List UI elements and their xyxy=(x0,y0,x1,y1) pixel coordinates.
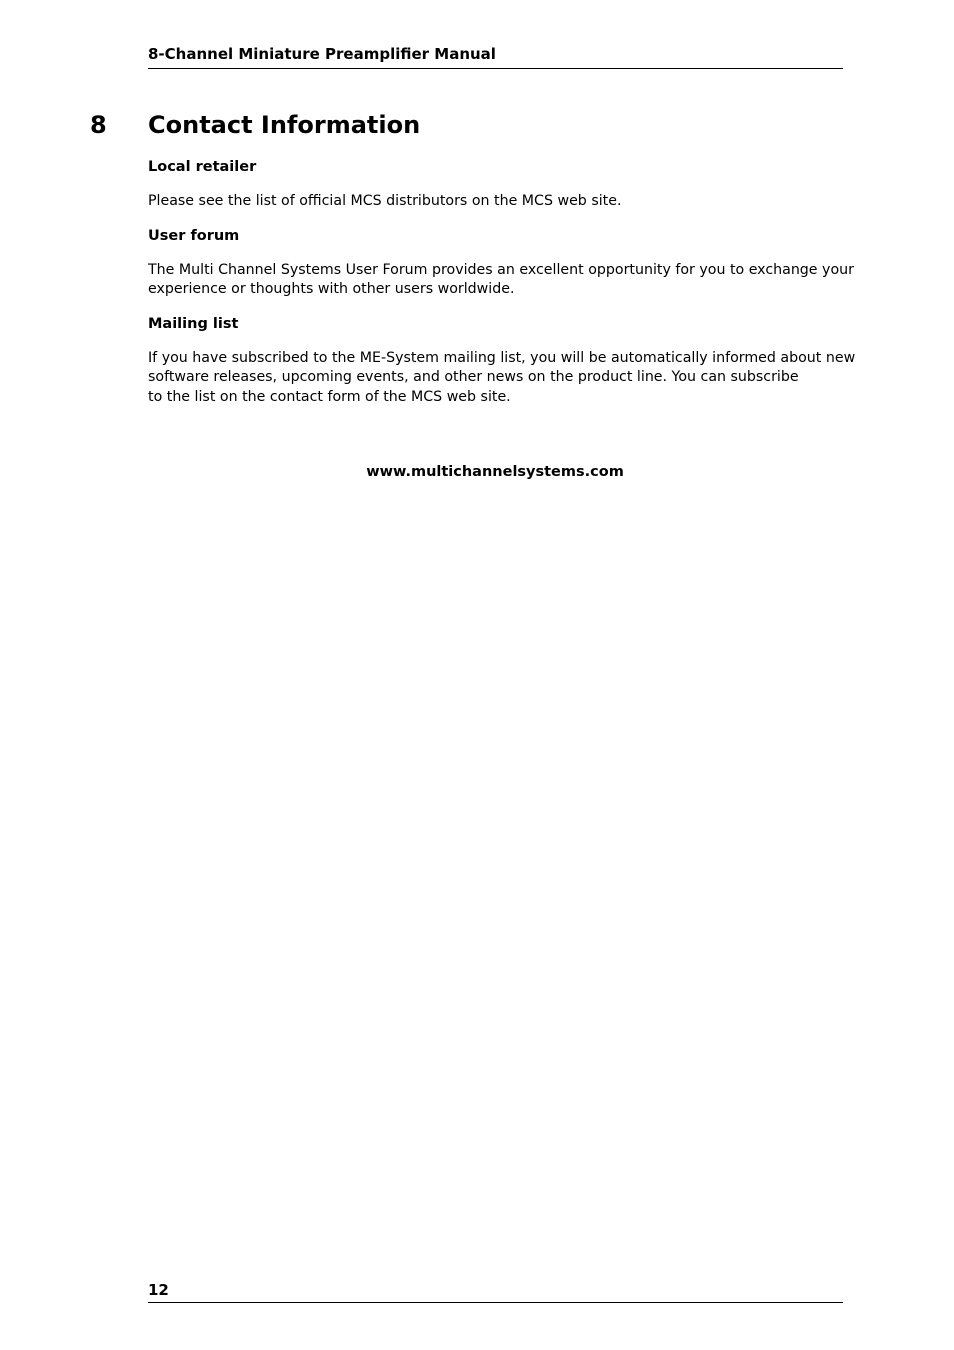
section-heading: Local retailer xyxy=(148,159,257,175)
body-line: to the list on the contact form of the MCS web site. xyxy=(148,388,511,405)
section-user-forum xyxy=(148,226,854,300)
page-number: 12 xyxy=(148,1281,169,1299)
chapter-number: 8 xyxy=(90,111,107,139)
section-body xyxy=(148,192,838,212)
section-local-retailer xyxy=(148,157,838,212)
contact-content xyxy=(148,157,856,421)
chapter-title: Contact Information xyxy=(148,111,421,139)
body-line: software releases, upcoming events, and other news on the product line. You can subscribe xyxy=(148,369,799,385)
section-body xyxy=(148,261,854,300)
page-footer xyxy=(148,1279,843,1303)
section-mailing-list xyxy=(148,314,856,408)
body-line: experience or thoughts with other users worldwide. xyxy=(148,281,515,297)
body-line: If you have subscribed to the ME-System mailing list, you will be automatically informed about new xyxy=(148,349,856,366)
section-heading: Mailing list xyxy=(148,315,239,332)
body-line: Please see the list of official MCS distributors on the MCS web site. xyxy=(148,193,622,209)
running-header xyxy=(148,45,843,69)
website-url: www.multichannelsystems.com xyxy=(366,464,624,480)
manual-title: 8-Channel Miniature Preamplifier Manual xyxy=(148,45,496,63)
section-body xyxy=(148,349,856,408)
section-heading: User forum xyxy=(148,227,240,244)
body-line: The Multi Channel Systems User Forum provides an excellent opportunity for you to exchange your xyxy=(148,261,854,278)
